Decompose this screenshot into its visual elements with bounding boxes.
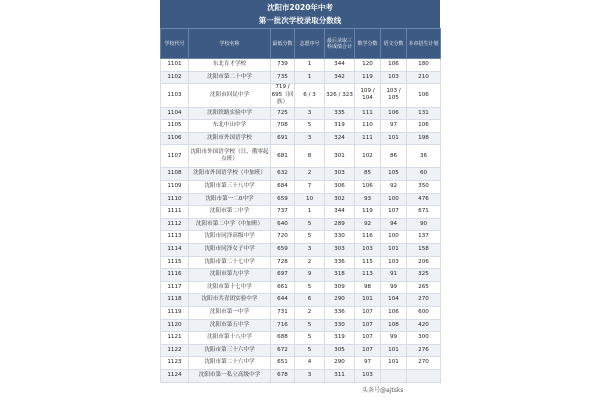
cell-plan: 180 — [407, 59, 441, 72]
cell-math: 103 — [355, 369, 381, 382]
cell-plan: 325 — [407, 269, 441, 282]
cell-score: 632 — [271, 168, 295, 181]
cell-math: 107 — [355, 332, 381, 345]
header-cell: 学校名称 — [189, 29, 271, 59]
cell-score: 716 — [271, 319, 295, 332]
cell-math: 111 — [355, 132, 381, 145]
cell-math: 107 — [355, 319, 381, 332]
cell-sum: 303 — [325, 168, 355, 181]
cell-name: 沈阳市第二十六中学 — [189, 357, 271, 370]
cell-plan: 350 — [407, 181, 441, 194]
cell-order: 3 — [295, 369, 325, 382]
cell-chinese: 107 — [381, 206, 407, 219]
cell-sum: 342 — [325, 71, 355, 84]
table-row — [161, 244, 441, 257]
cell-math: 109 / 104 — [355, 84, 381, 108]
cell-math: 119 — [355, 206, 381, 219]
cell-order: 1 — [295, 206, 325, 219]
cell-name: 沈阳市回民中学 — [189, 84, 271, 108]
cell-name: 沈阳市第一中学 — [189, 307, 271, 320]
cell-chinese: 101 — [381, 344, 407, 357]
cell-sum: 330 — [325, 319, 355, 332]
cell-order: 5 — [295, 319, 325, 332]
cell-order: 2 — [295, 307, 325, 320]
cell-chinese: 104 — [381, 294, 407, 307]
cell-math: 93 — [355, 193, 381, 206]
cell-order: 5 — [295, 120, 325, 133]
cell-code: 1124 — [161, 369, 189, 382]
cell-chinese: 99 — [381, 281, 407, 294]
cell-score: 720 — [271, 231, 295, 244]
cell-order: 2 — [295, 168, 325, 181]
cell-order: 4 — [295, 357, 325, 370]
header-cell: 志愿序号 — [295, 29, 325, 59]
table-row — [161, 181, 441, 194]
cell-chinese: 86 — [381, 145, 407, 168]
cell-score: 719 / 695（回族） — [271, 84, 294, 106]
header-cell: 学校代号 — [161, 29, 189, 59]
cell-name: 沈阳市第三十六中学 — [189, 344, 271, 357]
cell-order: 5 — [295, 332, 325, 345]
cell-name: 沈阳市外国语学校（日、俄零起点班） — [189, 145, 271, 168]
table-row — [161, 168, 441, 181]
cell-math: 107 — [355, 344, 381, 357]
cell-order: 3 — [295, 244, 325, 257]
cell-sum: 305 — [325, 344, 355, 357]
cell-order: 1 — [295, 59, 325, 72]
table-row — [161, 193, 441, 206]
cell-order: 5 — [295, 281, 325, 294]
cell-math: 98 — [355, 281, 381, 294]
cell-name: 沈阳市第九中学 — [189, 269, 271, 282]
cell-plan: 300 — [407, 332, 441, 345]
cell-score: 659 — [271, 244, 295, 257]
cell-math: 103 — [355, 244, 381, 257]
cell-order: 7 — [295, 181, 325, 194]
cell-chinese: 100 — [381, 193, 407, 206]
cell-sum: 290 — [325, 294, 355, 307]
cell-code: 1120 — [161, 319, 189, 332]
cell-score: 659 — [271, 193, 295, 206]
cell-name: 沈阳市第三十八中学 — [189, 181, 271, 194]
table-row — [161, 281, 441, 294]
title-line1: 沈阳市2020年中考 — [267, 3, 333, 12]
cell-sum: 344 — [325, 59, 355, 72]
cell-name: 东北育才学校 — [189, 59, 271, 72]
cell-score: 735 — [271, 71, 295, 84]
cell-order: 3 — [295, 107, 325, 120]
cell-chinese: 101 — [381, 357, 407, 370]
cell-code: 1115 — [161, 256, 189, 269]
cell-name: 沈阳市第十八中学 — [189, 332, 271, 345]
cell-order: 6 / 3 — [295, 84, 325, 108]
table-row — [161, 120, 441, 133]
table-row — [161, 132, 441, 145]
table-row — [161, 145, 441, 168]
cell-math: 85 — [355, 168, 381, 181]
cell-order: 5 — [295, 344, 325, 357]
cell-order: 5 — [295, 231, 325, 244]
table-row — [161, 218, 441, 231]
cell-order: 10 — [295, 193, 325, 206]
cell-score: 661 — [271, 281, 295, 294]
cell-math: 107 — [355, 307, 381, 320]
cell-math: 92 — [355, 218, 381, 231]
cell-math: 110 — [355, 120, 381, 133]
header-cell: 最低分数 — [271, 29, 295, 59]
cell-sum: 302 — [325, 193, 355, 206]
header-row — [161, 29, 441, 59]
cell-code: 1113 — [161, 231, 189, 244]
cell-sum: 344 — [325, 206, 355, 219]
cell-plan: 36 — [407, 145, 441, 168]
cell-name: 沈阳市共青团实验中学 — [189, 294, 271, 307]
table-row — [161, 231, 441, 244]
cell-math: 106 — [355, 181, 381, 194]
cell-code: 1111 — [161, 206, 189, 219]
cell-name: 沈阳市第一二0中学 — [189, 193, 271, 206]
cell-sum: 319 — [325, 332, 355, 345]
cell-chinese: 106 — [381, 307, 407, 320]
cell-plan: 131 — [407, 107, 441, 120]
cell-chinese: 103 — [381, 71, 407, 84]
cell-sum: 319 — [325, 120, 355, 133]
cell-code: 1101 — [161, 59, 189, 72]
cell-score: 678 — [271, 369, 295, 382]
cell-score: 640 — [271, 218, 295, 231]
cell-plan: 420 — [407, 319, 441, 332]
cell-plan — [407, 369, 441, 382]
cell-chinese: 106 — [381, 59, 407, 72]
cell-code: 1119 — [161, 307, 189, 320]
cell-sum: 324 — [325, 132, 355, 145]
cell-name: 沈阳市第一私立高级中学 — [189, 369, 271, 382]
cell-code: 1107 — [161, 145, 189, 168]
cell-code: 1102 — [161, 71, 189, 84]
cell-order: 2 — [295, 256, 325, 269]
cell-score: 684 — [271, 181, 295, 194]
cell-name: 沈阳市同泽高级中学 — [189, 231, 271, 244]
cell-math: 102 — [355, 145, 381, 168]
score-table — [160, 28, 441, 383]
cell-name: 沈阳市第二中学 — [189, 206, 271, 219]
cell-plan: 671 — [407, 206, 441, 219]
cell-chinese: 105 — [381, 168, 407, 181]
header-cell: 最后录取三科成绩合计 — [325, 29, 355, 59]
score-sheet — [160, 0, 440, 400]
cell-score: 688 — [271, 332, 295, 345]
cell-plan: 137 — [407, 231, 441, 244]
cell-plan: 270 — [407, 294, 441, 307]
cell-plan: 60 — [407, 168, 441, 181]
cell-code: 1105 — [161, 120, 189, 133]
table-row — [161, 344, 441, 357]
cell-name: 沈阳市同泽女子中学 — [189, 244, 271, 257]
table-row — [161, 369, 441, 382]
table-row — [161, 269, 441, 282]
cell-sum: 335 — [325, 107, 355, 120]
cell-code: 1109 — [161, 181, 189, 194]
cell-score: 728 — [271, 256, 295, 269]
cell-sum: 326 / 323 — [325, 84, 355, 108]
cell-name: 沈阳市第二十中学 — [189, 71, 271, 84]
cell-chinese: 103 / 105 — [381, 84, 407, 108]
table-row — [161, 107, 441, 120]
cell-sum: 290 — [325, 357, 355, 370]
cell-order: 1 — [295, 71, 325, 84]
cell-plan: 276 — [407, 344, 441, 357]
cell-order: 3 — [295, 132, 325, 145]
cell-score: 737 — [271, 206, 295, 219]
cell-code: 1110 — [161, 193, 189, 206]
cell-name: 沈阳市第十七中学 — [189, 281, 271, 294]
cell-math: 119 — [355, 71, 381, 84]
cell-chinese: 101 — [381, 132, 407, 145]
table-row — [161, 307, 441, 320]
cell-plan: 158 — [407, 244, 441, 257]
cell-sum: 306 — [325, 181, 355, 194]
cell-plan: 206 — [407, 256, 441, 269]
cell-name: 沈阳市第二十七中学 — [189, 256, 271, 269]
cell-order: 8 — [295, 145, 325, 168]
header-cell: 数学分数 — [355, 29, 381, 59]
cell-sum: 301 — [325, 145, 355, 168]
cell-chinese: 106 — [381, 107, 407, 120]
cell-plan: 106 — [407, 120, 441, 133]
cell-chinese: 91 — [381, 269, 407, 282]
table-row — [161, 294, 441, 307]
cell-code: 1104 — [161, 107, 189, 120]
cell-score: 644 — [271, 294, 295, 307]
cell-score: 681 — [271, 145, 295, 168]
cell-code: 1108 — [161, 168, 189, 181]
cell-sum: 336 — [325, 307, 355, 320]
cell-code: 1121 — [161, 332, 189, 345]
table-row — [161, 71, 441, 84]
cell-plan: 106 — [407, 84, 441, 108]
cell-math: 120 — [355, 59, 381, 72]
cell-plan: 600 — [407, 307, 441, 320]
cell-plan: 265 — [407, 281, 441, 294]
cell-score: 725 — [271, 107, 295, 120]
cell-sum: 311 — [325, 369, 355, 382]
header-cell: 语文分数 — [381, 29, 407, 59]
cell-math: 115 — [355, 256, 381, 269]
cell-name: 东北中山中学 — [189, 120, 271, 133]
cell-chinese: 100 — [381, 231, 407, 244]
cell-chinese: 97 — [381, 120, 407, 133]
cell-order: 9 — [295, 269, 325, 282]
cell-chinese: 108 — [381, 319, 407, 332]
cell-chinese: 103 — [381, 256, 407, 269]
cell-score: 731 — [271, 307, 295, 320]
cell-chinese: 101 — [381, 244, 407, 257]
cell-code: 1122 — [161, 344, 189, 357]
cell-sum: 309 — [325, 281, 355, 294]
table-row — [161, 319, 441, 332]
cell-code: 1117 — [161, 281, 189, 294]
table-row — [161, 206, 441, 219]
cell-score: 708 — [271, 120, 295, 133]
table-row — [161, 357, 441, 370]
header-cell: 本市招生计划 — [407, 29, 441, 59]
cell-plan: 210 — [407, 71, 441, 84]
cell-chinese: 94 — [381, 218, 407, 231]
cell-sum: 330 — [325, 231, 355, 244]
table-row — [161, 256, 441, 269]
cell-code: 1116 — [161, 269, 189, 282]
cell-order: 5 — [295, 218, 325, 231]
cell-chinese: 92 — [381, 181, 407, 194]
cell-order: 6 — [295, 294, 325, 307]
cell-name: 沈阳市外国语学校（中加班） — [189, 168, 271, 181]
sheet-title — [160, 0, 440, 28]
cell-score: 697 — [271, 269, 295, 282]
table-row — [161, 84, 441, 108]
cell-sum: 318 — [325, 269, 355, 282]
cell-math: 111 — [355, 107, 381, 120]
cell-score: 739 — [271, 59, 295, 72]
cell-chinese — [381, 369, 407, 382]
table-row — [161, 59, 441, 72]
cell-score: 691 — [271, 132, 295, 145]
table-body — [161, 59, 441, 383]
cell-plan: 270 — [407, 357, 441, 370]
cell-plan: 90 — [407, 218, 441, 231]
cell-math: 113 — [355, 269, 381, 282]
cell-sum: 336 — [325, 256, 355, 269]
cell-name: 沈阳市外国语学校 — [189, 132, 271, 145]
cell-score: 672 — [271, 344, 295, 357]
cell-code: 1123 — [161, 357, 189, 370]
cell-math: 101 — [355, 294, 381, 307]
title-line2: 第一批次学校录取分数线 — [258, 16, 342, 25]
cell-name: 沈阳市第二中学（中加班） — [189, 218, 271, 231]
cell-sum: 289 — [325, 218, 355, 231]
table-row — [161, 332, 441, 345]
cell-name: 沈阳铁路实验中学 — [189, 107, 271, 120]
cell-code: 1118 — [161, 294, 189, 307]
cell-score: 651 — [271, 357, 295, 370]
cell-code: 1112 — [161, 218, 189, 231]
cell-code: 1106 — [161, 132, 189, 145]
watermark: 头条号@ajtsks — [362, 387, 404, 394]
cell-sum: 303 — [325, 244, 355, 257]
cell-name: 沈阳市第五中学 — [189, 319, 271, 332]
cell-math: 116 — [355, 231, 381, 244]
cell-chinese: 99 — [381, 332, 407, 345]
cell-plan: 476 — [407, 193, 441, 206]
cell-code: 1103 — [161, 84, 189, 108]
cell-plan: 198 — [407, 132, 441, 145]
cell-math: 97 — [355, 357, 381, 370]
cell-code: 1114 — [161, 244, 189, 257]
